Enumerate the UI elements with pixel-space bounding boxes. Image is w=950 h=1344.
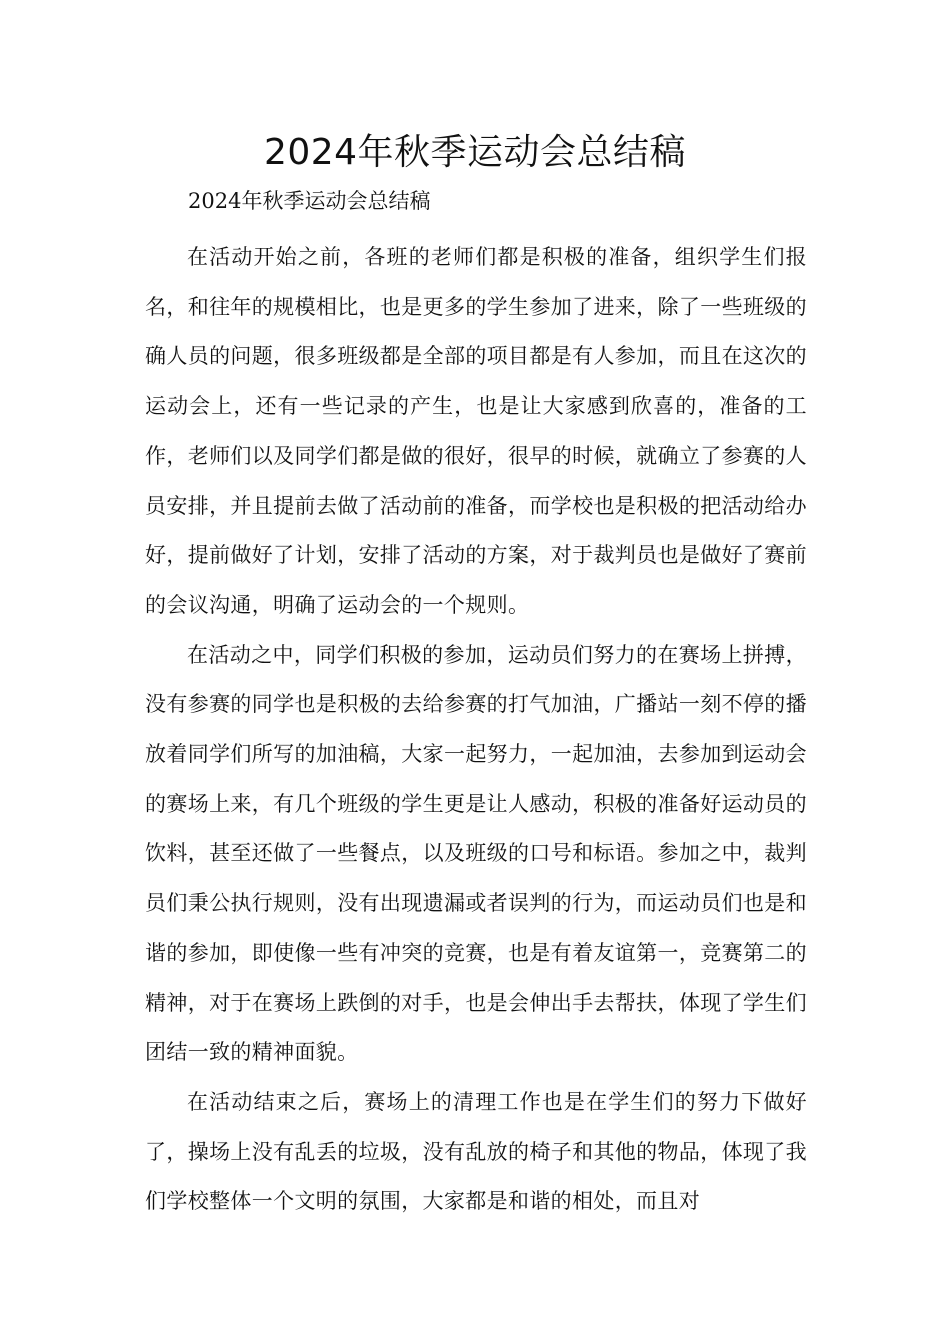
document-title: 2024年秋季运动会总结稿 <box>263 132 687 173</box>
paragraph-preparation: 在活动开始之前，各班的老师们都是积极的准备，组织学生们报名，和往年的规模相比，也是更多的学生参加了进来，除了一些班级的确人员的问题，很多班级都是全部的项目都是有人参加，而且在这次的运动会上，还有一些记录的产生，也是让大家感到欣喜的，准备的工作，老师们以及同学们都是做的很好，很早的时候，就确立了参赛的人员安排，并且提前去做了活动前的准备，而学校也是积极的把活动给办好，提前做好了计划，安排了活动的方案，对于裁判员也是做好了赛前的会议沟通，明确了运动会的一个规则。 <box>145 245 807 617</box>
paragraph-during-event: 在活动之中，同学们积极的参加，运动员们努力的在赛场上拼搏，没有参赛的同学也是积极的去给参赛的打气加油，广播站一刻不停的播放着同学们所写的加油稿，大家一起努力，一起加油，去参加到运动会的赛场上来，有几个班级的学生更是让人感动，积极的准备好运动员的饮料，甚至还做了一些餐点，以及班级的口号和标语。参加之中，裁判员们秉公执行规则，没有出现遗漏或者误判的行为，而运动员们也是和谐的参加，即使像一些有冲突的竞赛，也是有着友谊第一，竞赛第二的精神，对于在赛场上跌倒的对手，也是会伸出手去帮扶，体现了学生们团结一致的精神面貌。 <box>145 642 807 1065</box>
paragraph-after-event: 在活动结束之后，赛场上的清理工作也是在学生们的努力下做好了，操场上没有乱丢的垃圾，没有乱放的椅子和其他的物品，体现了我们学校整体一个文明的氛围，大家都是和谐的相处，而且对 <box>145 1089 807 1214</box>
document-subtitle: 2024年秋季运动会总结稿 <box>188 189 431 213</box>
document-body <box>145 233 807 1227</box>
